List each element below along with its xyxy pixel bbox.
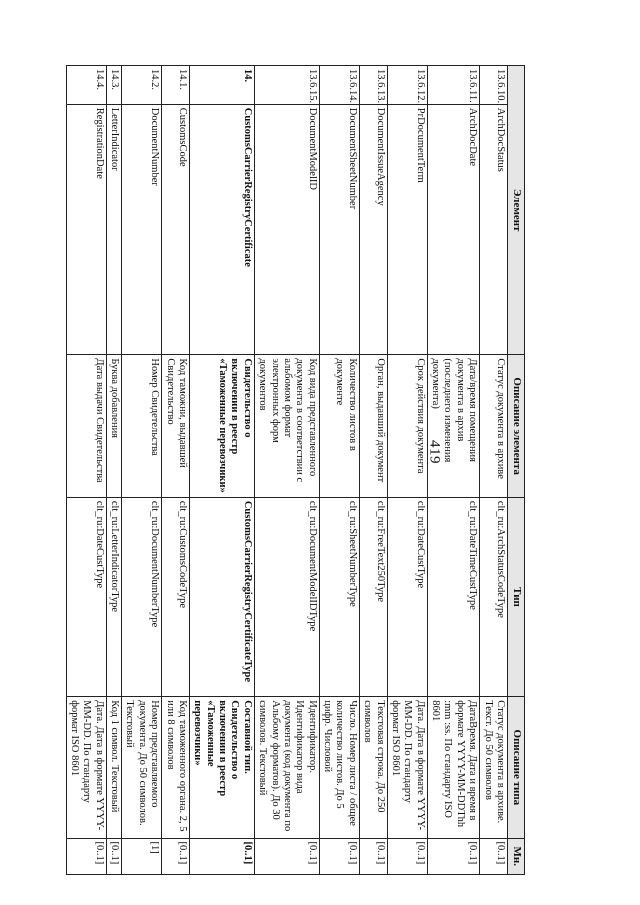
type-name: clt_ru:FreeText250Type <box>359 497 387 696</box>
row-number: 13.6.13. <box>359 66 387 105</box>
row-number: 14.4. <box>66 66 106 105</box>
type-description: Дата. Дата в формате YYYY-MM-DD. По стандарту формат ISO 8601 <box>66 697 106 838</box>
type-description: Код 1 символ. Текстовый <box>106 697 121 838</box>
element-name: DocumentNumber <box>122 104 162 355</box>
multiplicity: [0..1] <box>387 838 427 875</box>
type-description: Идентификатор. Идентификатор вида документа (код документа по Альбому форматов). До 30 символов. Текстовый <box>254 697 319 838</box>
type-name: clt_ru:DateCustType <box>66 497 106 696</box>
row-number: 13.6.12. <box>387 66 427 105</box>
header-type-description: Описание типа <box>508 697 525 838</box>
multiplicity: [0..1] <box>254 838 319 875</box>
header-element-description: Описание элемента <box>508 355 525 497</box>
element-name: ArchDocStatus <box>480 104 508 355</box>
element-description: Буква добавления <box>106 355 121 497</box>
type-name: clt_ru:SheetNumberType <box>319 497 359 696</box>
type-name: clt_ru:LetterIndicatorType <box>106 497 121 696</box>
row-number: 14.1. <box>162 66 190 105</box>
element-description: Срок действия документа <box>387 355 427 497</box>
element-name: PrDocumentTerm <box>387 104 427 355</box>
type-description: ДатаВремя. Дата и время в формате YYYY-MM-DDThh :mm :ss. По стандарту ISO 8601 <box>427 697 480 838</box>
table-stage <box>69 65 525 875</box>
element-description: Номер Свидетельства <box>122 355 162 497</box>
multiplicity: [0..1] <box>319 838 359 875</box>
row-number: 14.3. <box>106 66 121 105</box>
type-name: clt_ru:DocumentModelIDType <box>254 497 319 696</box>
type-name: clt_ru:DateCustType <box>387 497 427 696</box>
multiplicity: [0..1] <box>480 838 508 875</box>
type-name: clt_ru:DateTimeCustType <box>427 497 480 696</box>
multiplicity: [0..1] <box>190 838 255 875</box>
multiplicity: [1] <box>122 838 162 875</box>
element-spec-table <box>66 65 525 875</box>
type-description: Составной тип. Свидетельство о включении в реестр «Таможенные перевозчики» <box>190 697 255 838</box>
table-row <box>387 66 427 875</box>
page-number: 419 <box>426 440 443 464</box>
table-row <box>319 66 359 875</box>
element-description: Статус документа в архиве <box>480 355 508 497</box>
row-number: 14. <box>190 66 255 105</box>
row-number: 13.6.11. <box>427 66 480 105</box>
table-row <box>359 66 387 875</box>
type-description: Дата. Дата в формате YYYY-MM-DD. По стандарту формат ISO 8601 <box>387 697 427 838</box>
element-name: DocumentSheetNumber <box>319 104 359 355</box>
element-name: CustomsCarrierRegistryCertificate <box>190 104 255 355</box>
element-name: LetterIndicator <box>106 104 121 355</box>
multiplicity: [0..1] <box>66 838 106 875</box>
header-type: Тип <box>508 497 525 696</box>
element-name: RegistrationDate <box>66 104 106 355</box>
element-name: DocumentModelID <box>254 104 319 355</box>
element-description: Код вида представленного документа в соответствии с альбомом формат электронных форм документов <box>254 355 319 497</box>
header-multiplicity: Мн. <box>508 838 525 875</box>
table-row <box>122 66 162 875</box>
element-description: Свидетельство о включении в реестр «Таможенные перевозчики» <box>190 355 255 497</box>
table-row <box>106 66 121 875</box>
table-row <box>254 66 319 875</box>
row-number: 13.6.14. <box>319 66 359 105</box>
type-description: Номер представляемого документа. До 50 символов. Текстовый <box>122 697 162 838</box>
multiplicity: [0..1] <box>162 838 190 875</box>
table-row <box>190 66 255 875</box>
type-name: CustomsCarrierRegistryCertificateType <box>190 497 255 696</box>
type-name: clt_ru:CustomsCodeType <box>162 497 190 696</box>
table-row <box>480 66 508 875</box>
table-row <box>427 66 480 875</box>
type-description: Число. Номер листа / общее количество листов. До 5 цифр. Числовой <box>319 697 359 838</box>
multiplicity: [0..1] <box>427 838 480 875</box>
header-element: Элемент <box>508 66 525 355</box>
type-name: clt_ru:ArchStatusCodeType <box>480 497 508 696</box>
element-description: Дата/время помещения документа в архив (последнего изменения документа) <box>427 355 480 497</box>
table-row <box>162 66 190 875</box>
table-header-row <box>508 66 525 875</box>
row-number: 14.2. <box>122 66 162 105</box>
element-description: Дата выдачи Свидетельства <box>66 355 106 497</box>
table-rotated-wrapper <box>69 65 525 875</box>
row-number: 13.6.10. <box>480 66 508 105</box>
type-description: Текстовая строка. До 250 символов <box>359 697 387 838</box>
type-description: Статус документа в архиве. Текст. До 50 символов <box>480 697 508 838</box>
multiplicity: [0..1] <box>359 838 387 875</box>
type-description: Код таможенного органа. 2, 5 или 8 символов <box>162 697 190 838</box>
element-name: DocumentIssueAgency <box>359 104 387 355</box>
row-number: 13.6.15. <box>254 66 319 105</box>
element-description: Орган, выдавший документ <box>359 355 387 497</box>
type-name: clt_ru:DocumentNumberType <box>122 497 162 696</box>
element-description: Код таможни, выдавшей Свидетельство <box>162 355 190 497</box>
element-name: ArchDocDate <box>427 104 480 355</box>
multiplicity: [0..1] <box>106 838 121 875</box>
element-name: CustomsCode <box>162 104 190 355</box>
element-description: Количество листов в документе <box>319 355 359 497</box>
table-row <box>66 66 106 875</box>
